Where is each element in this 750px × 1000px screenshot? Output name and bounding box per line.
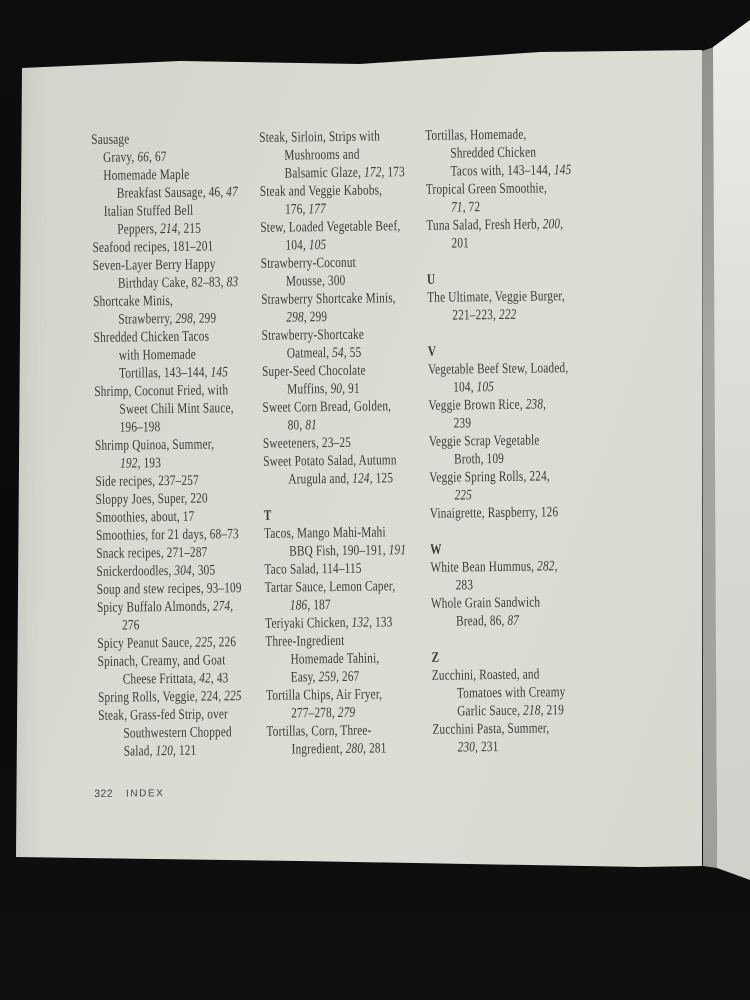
index-entry-line: Veggie Spring Rolls, 224, xyxy=(429,468,550,486)
index-entry-line: Sweeteners, 23–25 xyxy=(262,434,352,452)
index-entry-line: Smoothies, for 21 days, 68–73 xyxy=(95,526,239,544)
index-entry-line: Muffins, 90, 91 xyxy=(287,380,360,398)
index-entry-line: Strawberry-Shortcake xyxy=(261,326,365,344)
index-entry-line: Italian Stuffed Bell xyxy=(103,202,194,220)
index-entry-line: Smoothies, about, 17 xyxy=(95,508,195,526)
index-entry-line: Shredded Chicken Tacos xyxy=(93,328,210,346)
index-entry-line: 276 xyxy=(122,617,140,634)
index-entry-line: Shredded Chicken xyxy=(450,144,537,162)
index-entry-line: Cheese Frittata, 42, 43 xyxy=(122,670,229,688)
index-entry-line: Soup and stew recipes, 93–109 xyxy=(96,580,242,598)
index-entry-line: Snickerdoodles, 304, 305 xyxy=(96,562,216,580)
index-entry-line: Sloppy Joes, Super, 220 xyxy=(95,490,208,508)
index-entry-line: 80, 81 xyxy=(287,417,317,434)
index-entry-line: Mushrooms and xyxy=(284,146,360,164)
index-entry-line: 186, 187 xyxy=(289,597,331,614)
index-entry-line: 230, 231 xyxy=(457,739,499,756)
index-entry-line: Tacos, Mango Mahi-Mahi xyxy=(263,524,386,542)
index-section-heading: U xyxy=(426,271,436,288)
index-entry-line: 176, 177 xyxy=(284,201,326,218)
index-entry-line: 283 xyxy=(455,577,474,594)
index-entry-line: Strawberry-Coconut xyxy=(260,254,356,272)
index-entry-line: Birthday Cake, 82–83, 83 xyxy=(117,274,239,292)
index-entry-line: Southwestern Chopped xyxy=(123,724,232,742)
index-entry-line: Gravy, 66, 67 xyxy=(103,149,167,166)
index-entry-line: Three-Ingredient xyxy=(265,632,345,650)
index-entry-line: 71, 72 xyxy=(450,199,481,216)
index-entry-line: Arugula and, 124, 125 xyxy=(288,470,394,488)
index-entry-line: Tomatoes with Creamy xyxy=(456,684,566,702)
index-entry-line: Side recipes, 237–257 xyxy=(95,472,199,490)
index-entry-line: Sweet Potato Salad, Autumn xyxy=(263,452,397,470)
index-entry-line: Mousse, 300 xyxy=(285,272,346,290)
index-entry-line: Zucchini, Roasted, and xyxy=(431,666,540,684)
index-entry-line: Steak, Grass-fed Strip, over xyxy=(98,706,229,724)
index-entry-line: Sweet Corn Bread, Golden, xyxy=(262,398,392,416)
index-entry-line: Homemade Tahini, xyxy=(290,650,380,668)
index-entry-line: Tortillas, 143–144, 145 xyxy=(118,364,229,382)
index-entry-line: Veggie Brown Rice, 238, xyxy=(428,396,547,414)
index-entry-line: 277–278, 279 xyxy=(291,704,356,722)
index-column-3 xyxy=(425,124,663,757)
index-entry-line: Taco Salad, 114–115 xyxy=(264,560,362,578)
index-entry-line: Shortcake Minis, xyxy=(93,292,174,310)
index-entry-line: Tropical Green Smoothie, xyxy=(425,180,548,198)
index-entry-line: Shrimp Quinoa, Summer, xyxy=(94,436,215,454)
index-section-heading: V xyxy=(427,343,437,360)
index-entry-line: Salad, 120, 121 xyxy=(123,742,197,760)
index-section-heading: W xyxy=(430,541,443,558)
index-entry-line: 104, 105 xyxy=(285,237,327,254)
index-entry-line: White Bean Hummus, 282, xyxy=(430,558,558,576)
index-entry-line: Tacos with, 143–144, 145 xyxy=(450,162,572,180)
index-entry-line: Peppers, 214, 215 xyxy=(117,220,202,238)
index-entry-line: Zucchini Pasta, Summer, xyxy=(432,720,550,738)
index-entry-line: Vinaigrette, Raspberry, 126 xyxy=(429,504,559,522)
index-entry-line: 298, 299 xyxy=(286,309,328,326)
index-entry-line: Balsamic Glaze, 172, 173 xyxy=(284,164,405,182)
index-entry-line: Seafood recipes, 181–201 xyxy=(92,238,214,256)
index-entry-line: Easy, 259, 267 xyxy=(290,668,360,686)
index-entry-line: Tortillas, Corn, Three- xyxy=(266,722,372,740)
index-entry-line: Strawberry Shortcake Minis, xyxy=(261,290,396,308)
index-entry-line: Shrimp, Coconut Fried, with xyxy=(94,382,229,400)
page-footer xyxy=(94,787,164,800)
index-entry-line: Tortillas, Homemade, xyxy=(425,126,527,144)
index-entry-line: Broth, 109 xyxy=(454,450,505,468)
index-entry-line: 196–198 xyxy=(119,419,161,436)
index-entry-line: Strawberry, 298, 299 xyxy=(118,310,217,328)
index-entry-line: Bread, 86, 87 xyxy=(455,612,520,630)
index-entry-line: Tartar Sauce, Lemon Caper, xyxy=(264,578,396,596)
index-entry-line: Breakfast Sausage, 46, 47 xyxy=(116,184,238,202)
index-entry-line: Oatmeal, 54, 55 xyxy=(286,344,362,362)
index-entry-line: Seven-Layer Berry Happy xyxy=(92,256,216,274)
index-entry-line: Veggie Scrap Vegetable xyxy=(428,432,540,450)
index-entry-line: 239 xyxy=(453,415,472,432)
index-entry-line: Snack recipes, 271–287 xyxy=(96,544,208,562)
index-entry-line: The Ultimate, Veggie Burger, xyxy=(427,288,565,306)
index-entry-line: Garlic Sauce, 218, 219 xyxy=(457,702,565,720)
index-entry-line: Ingredient, 280, 281 xyxy=(291,740,387,758)
index-entry-line: Spring Rolls, Veggie, 224, 225 xyxy=(97,688,242,706)
index-entry-line: Spicy Buffalo Almonds, 274, xyxy=(96,598,234,616)
index-entry-line: 225 xyxy=(454,487,473,504)
index-entry-line: Homemade Maple xyxy=(103,166,190,184)
index-entry-line: Spinach, Creamy, and Goat xyxy=(97,652,226,670)
index-entry-line: Steak, Sirloin, Strips with xyxy=(259,128,381,146)
index-entry-line: Teriyaki Chicken, 132, 133 xyxy=(265,614,393,632)
index-entry-line: 104, 105 xyxy=(453,379,495,396)
index-entry-line: BBQ Fish, 190–191, 191 xyxy=(289,542,407,560)
index-entry-line: Steak and Veggie Kabobs, xyxy=(259,182,383,200)
page-number: 322 xyxy=(94,787,114,800)
index-entry-line: with Homemade xyxy=(118,346,196,364)
index-section-heading: T xyxy=(263,507,272,524)
index-entry-line: Stew, Loaded Vegetable Beef, xyxy=(260,218,401,236)
index-entry-line: 192, 193 xyxy=(120,455,162,472)
footer-index-label: INDEX xyxy=(125,788,165,800)
index-section-heading: Z xyxy=(431,649,440,666)
index-entry-line: 221–223, 222 xyxy=(452,306,517,324)
index-entry-line: Super-Seed Chocolate xyxy=(261,362,366,380)
index-entry-line: Sweet Chili Mint Sauce, xyxy=(119,400,234,418)
index-entry-line: Vegetable Beef Stew, Loaded, xyxy=(427,360,569,378)
index-entry-line: 201 xyxy=(451,235,470,252)
index-entry-line: Tortilla Chips, Air Fryer, xyxy=(265,686,383,704)
index-entry-line: Spicy Peanut Sauce, 225, 226 xyxy=(97,634,237,652)
index-entry-line: Sausage xyxy=(91,131,130,148)
index-entry-line: Whole Grain Sandwich xyxy=(430,594,541,612)
index-entry-line: Tuna Salad, Fresh Herb, 200, xyxy=(426,216,564,234)
